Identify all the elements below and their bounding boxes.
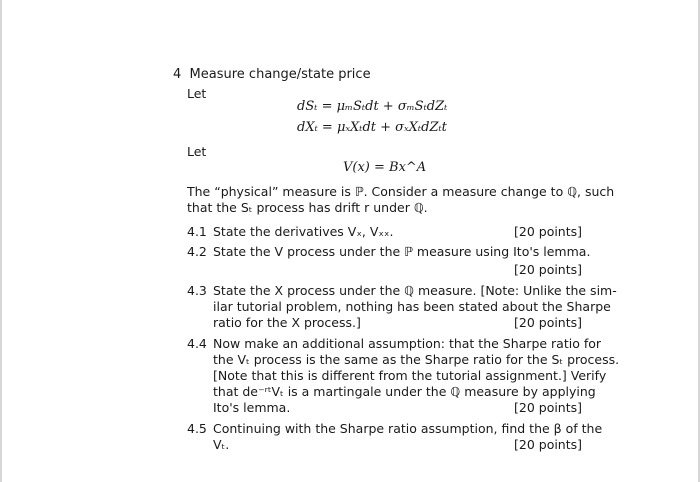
item-label: 4.1 (187, 224, 207, 239)
problem-title: Measure change/state price (189, 67, 371, 82)
item-label: 4.5 (187, 421, 207, 436)
intro-line: The “physical” measure is ℙ. Consider a measure change to ℚ, such (187, 184, 615, 199)
item-text-line: State the V process under the ℙ measure using Ito's lemma. (213, 244, 591, 259)
problem-number: 4 (173, 67, 182, 82)
let-label-1: Let (187, 86, 207, 101)
item-points: [20 points] (514, 262, 583, 277)
item-points: [20 points] (514, 315, 583, 330)
item-text-line: State the derivatives Vₓ, Vₓₓ. (213, 224, 394, 239)
problem-heading (173, 67, 371, 83)
equation-dX: dXₜ = μₓXₜdt + σₓXₜdZₜt (297, 120, 447, 135)
item-text-line: [Note that this is different from the tutorial assignment.] Verify (213, 368, 607, 383)
item-label: 4.4 (187, 336, 207, 351)
item-points: [20 points] (514, 437, 583, 452)
page-left-edge (0, 0, 2, 482)
item-text-line: Ito's lemma. (213, 400, 291, 415)
equation-dS: dSₜ = μₘSₜdt + σₘSₜdZₜ (297, 99, 448, 114)
item-text-line: ratio for the X process.] (213, 315, 361, 330)
item-points: [20 points] (514, 224, 583, 239)
item-text-line: Continuing with the Sharpe ratio assumption, find the β of the (213, 421, 603, 436)
let-label-2: Let (187, 144, 207, 159)
item-label: 4.2 (187, 244, 207, 259)
item-text-line: that de⁻ʳᵗVₜ is a martingale under the ℚ measure by applying (213, 384, 596, 399)
item-text-line: ilar tutorial problem, nothing has been stated about the Sharpe (213, 299, 611, 314)
item-text-line: the Vₜ process is the same as the Sharpe ratio for the Sₜ process. (213, 352, 620, 367)
intro-line: that the Sₜ process has drift r under ℚ. (187, 200, 428, 215)
item-text-line: State the X process under the ℚ measure. [Note: Unlike the sim- (213, 283, 617, 298)
item-label: 4.3 (187, 283, 207, 298)
equation-V: V(x) = Bx^A (343, 160, 427, 175)
item-text-line: Vₜ. (213, 437, 230, 452)
item-points: [20 points] (514, 400, 583, 415)
item-text-line: Now make an additional assumption: that the Sharpe ratio for (213, 336, 602, 351)
